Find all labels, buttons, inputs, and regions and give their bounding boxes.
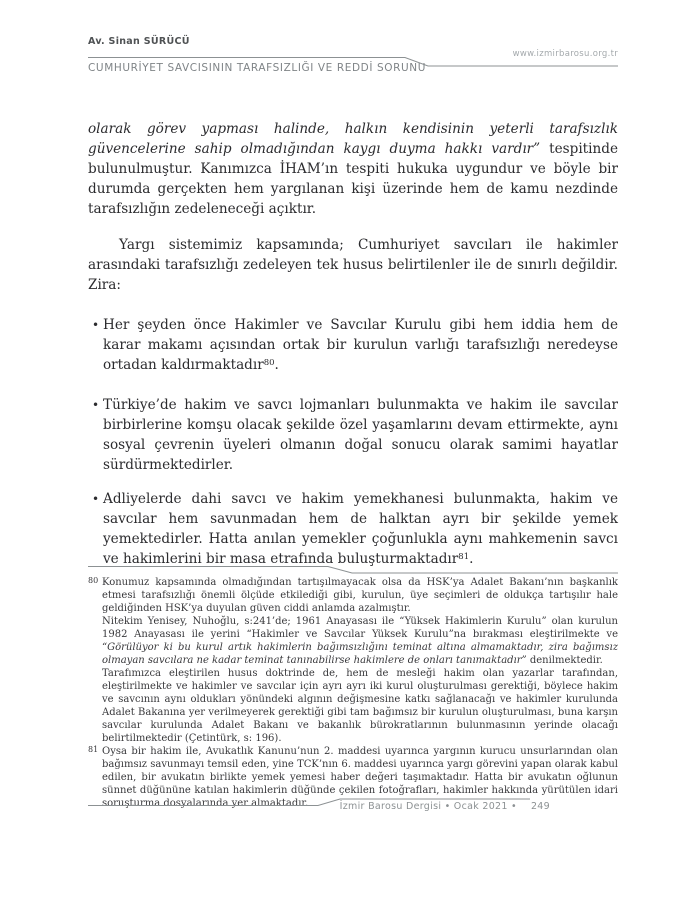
footnote-text: denilmektedir. xyxy=(526,655,603,666)
article-title: CUMHURİYET SAVCISININ TARAFSIZLIĞI VE REDDİ SORUNU xyxy=(88,62,427,74)
footnote-number: 81 xyxy=(88,745,99,754)
paragraph-continuation xyxy=(88,119,618,219)
bullet-icon: • xyxy=(92,492,100,506)
list-item-text: Adliyelerde dahi savcı ve hakim yemekhanesi bulunmakta, hakim ve savcılar hem savunmadan hem de halktan ayrı bir şekilde yemek yemektedirler. Hatta anılan yemekler çoğunlukla aynı mahkemenin savcı ve hakimlerini bir masa etrafında buluşturmaktadır xyxy=(103,491,618,567)
footnote-ref-80: 80 xyxy=(263,358,275,368)
footnote-quote: “Görülüyor ki bu kurul artık hakimlerin bağımsızlığını teminat altına almamaktadır, zira bağımsız olmayan savcılara ne kadar teminat tanınabilirse hakimlere de onları tanımaktadır” xyxy=(102,642,618,666)
list-item-text: Her şeyden önce Hakimler ve Savcılar Kurulu gibi hem iddia hem de karar makamı açısından ortak bir kurulun varlığı tarafsızlığı neredeyse ortadan kaldırmaktadır xyxy=(103,317,618,373)
quoted-passage: olarak görev yapması halinde, halkın kendisinin yeterli tarafsızlık güvencelerine sahip olmadığından kaygı duyma hakkı vardır” xyxy=(88,121,618,157)
footnote-ref-81: 81 xyxy=(458,552,470,562)
footnote-paragraph xyxy=(102,615,618,667)
footnote-paragraph: Tarafımızca eleştirilen husus doktrinde de, hem de mesleği hakim olan yazarlar tarafından, eleştirilmekte ve hakimler ve savcılar için ayrı ayrı iki kurul oluşturulması gerektiği, böylece hakim ve savcının aynı oldukları yönündeki algının değişmesine katkı sağlanacağı ve hakimler kurulunda Adalet Bakanına yer verilmeyerek gerektiği gibi tam bağımsız bir kurulun oluşturulması, buna karşın savcılar kurulunda Adalet Bakanı ve bakanlık bürokratlarının bulunmasının yerinde olacağı belirtilmektedir (Çetintürk, s: 196). xyxy=(102,668,618,744)
list-item xyxy=(88,315,618,375)
journal-name-date: İzmir Barosu Dergisi • Ocak 2021 • xyxy=(339,801,517,812)
paragraph-text: tespitinde bulunulmuştur. Kanımızca İHAM’ın tespiti hukuka uygundur ve böyle bir durumda gerçekten hem yargılanan kişi üzerinde hem de kamu nezdinde tarafsızlığın zedeleneceği açıktır. xyxy=(88,141,618,217)
list-item xyxy=(88,395,618,475)
footnote-number: 80 xyxy=(88,576,99,585)
footnote-paragraph: Oysa bir hakim ile, Avukatlık Kanunu’nun 2. maddesi uyarınca yargının kurucu unsurlarından olan bağımsız savunmayı temsil eden, yine TCK’nın 6. maddesi uyarınca yargı görevini yapan olarak kabul edilen, bir avukatın birlikte yemek yemesi haber değeri taşımaktadır. Hatta bir avukatın oğlunun sünnet düğününe katılan hakimlerin düğünde çekilen fotoğrafları, hakimler hakkında yürütülen idari soruşturma dosyalarında yer almaktadır. xyxy=(102,746,618,809)
paragraph: Yargı sistemimiz kapsamında; Cumhuriyet savcıları ile hakimler arasındaki tarafsızlığı zedeleyen tek husus belirtilenler ile de sınırlı değildir. Zira: xyxy=(88,237,618,293)
list-item xyxy=(88,489,618,569)
list-item-text: Türkiye’de hakim ve savcı lojmanları bulunmakta ve hakim ile savcılar birbirlerine komşu olacak şekilde özel yaşamlarını devam ettirmekte, aynı sosyal çevrenin üyeleri olmanın doğal sonucu olarak samimi hayatlar sürdürmektedirler. xyxy=(103,397,618,473)
list-item-tail: . xyxy=(274,357,279,373)
page-header xyxy=(88,36,618,78)
footnotes-section xyxy=(88,565,618,810)
page-number: 249 xyxy=(530,801,550,812)
author-name: Av. Sinan SÜRÜCÜ xyxy=(88,36,190,47)
footnote-text: Nitekim Yenisey, Nuhoğlu, s:241’de; 1961 Anayasası ile “Yüksek Hakimlerin Kurulu” olan kurulun 1982 Anayasası ile yerini “Hakimler ve Savcılar Yüksek Kurulu”na bırakması eleştirilmekte ve xyxy=(102,616,618,640)
page-footer xyxy=(88,798,618,818)
article-body xyxy=(88,119,618,569)
footnote-divider-line xyxy=(88,565,618,574)
bullet-icon: • xyxy=(92,398,100,412)
website-url: www.izmirbarosu.org.tr xyxy=(512,49,618,59)
footer-text xyxy=(340,801,550,812)
footnote-paragraph: Konumuz kapsamında olmadığından tartışılmayacak olsa da HSK’ya Adalet Bakanı’nın başkanlık etmesi tarafsızlığı önemli ölçüde etkilediği gibi, kurulun, üye seçimleri de oldukça tartışılır hale geldiğinden HSK’ya duyulan güven ciddi anlamda azalmıştır. xyxy=(102,577,618,614)
footnote-80 xyxy=(88,576,618,745)
list-item-tail: . xyxy=(469,551,474,567)
bullet-icon: • xyxy=(92,318,100,332)
